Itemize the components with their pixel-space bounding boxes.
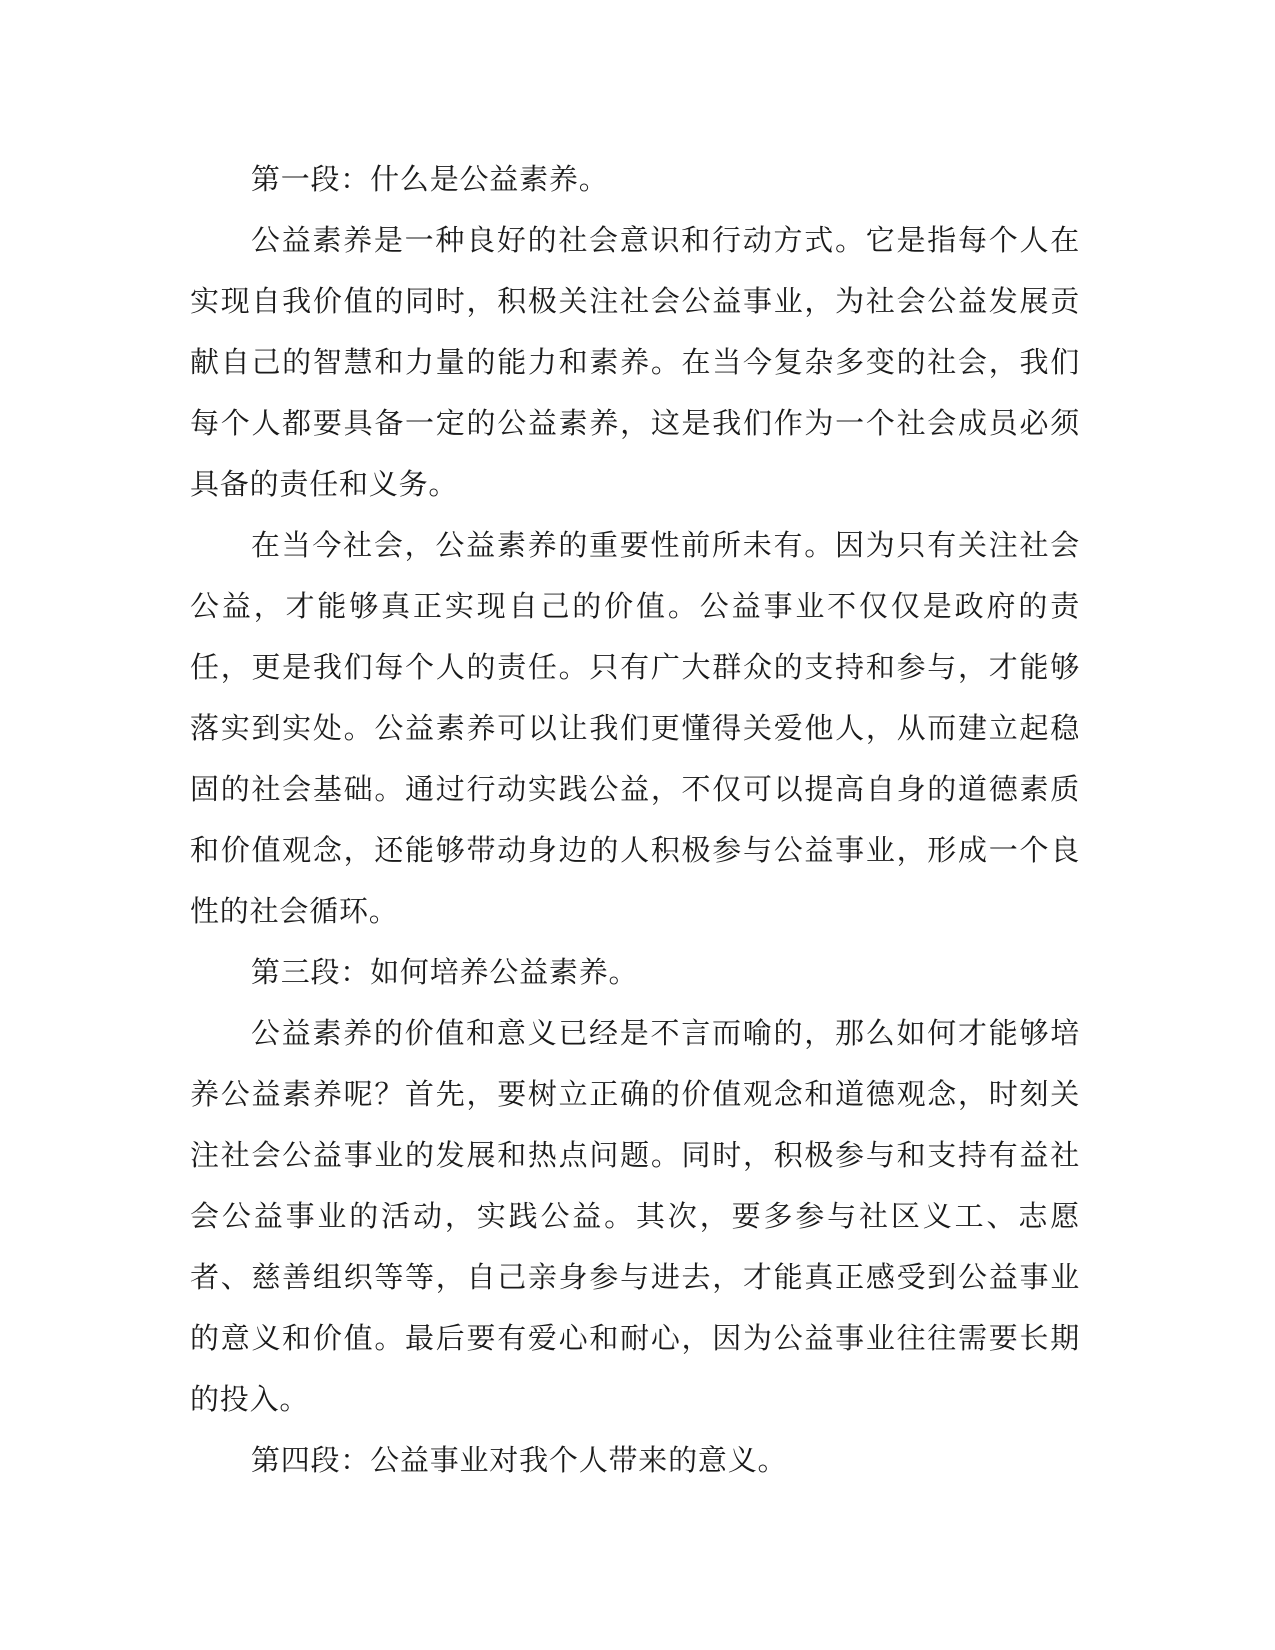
section-heading-3: 第三段：如何培养公益素养。 <box>250 955 639 989</box>
document-body <box>190 149 1080 1491</box>
body-paragraph: 公益素养是一种良好的社会意识和行动方式。它是指每个人在实现自我价值的同时，积极关注社会公益事业，为社会公益发展贡献自己的智慧和力量的能力和素养。在当今复杂多变的社会，我们每个人都要具备一定的公益素养，这是我们作为一个社会成员必须具备的责任和义务。 <box>190 223 1080 501</box>
body-paragraph: 在当今社会，公益素养的重要性前所未有。因为只有关注社会公益，才能够真正实现自己的价值。公益事业不仅仅是政府的责任，更是我们每个人的责任。只有广大群众的支持和参与，才能够落实到实处。公益素养可以让我们更懂得关爱他人，从而建立起稳固的社会基础。通过行动实践公益，不仅可以提高自身的道德素质和价值观念，还能够带动身边的人积极参与公益事业，形成一个良性的社会循环。 <box>190 528 1080 928</box>
section-heading-4: 第四段：公益事业对我个人带来的意义。 <box>250 1443 788 1477</box>
section-heading-1: 第一段：什么是公益素养。 <box>250 162 609 196</box>
body-paragraph: 公益素养的价值和意义已经是不言而喻的，那么如何才能够培养公益素养呢？首先，要树立正确的价值观念和道德观念，时刻关注社会公益事业的发展和热点问题。同时，积极参与和支持有益社会公益事业的活动，实践公益。其次，要多参与社区义工、志愿者、慈善组织等等，自己亲身参与进去，才能真正感受到公益事业的意义和价值。最后要有爱心和耐心，因为公益事业往往需要长期的投入。 <box>190 1016 1080 1416</box>
